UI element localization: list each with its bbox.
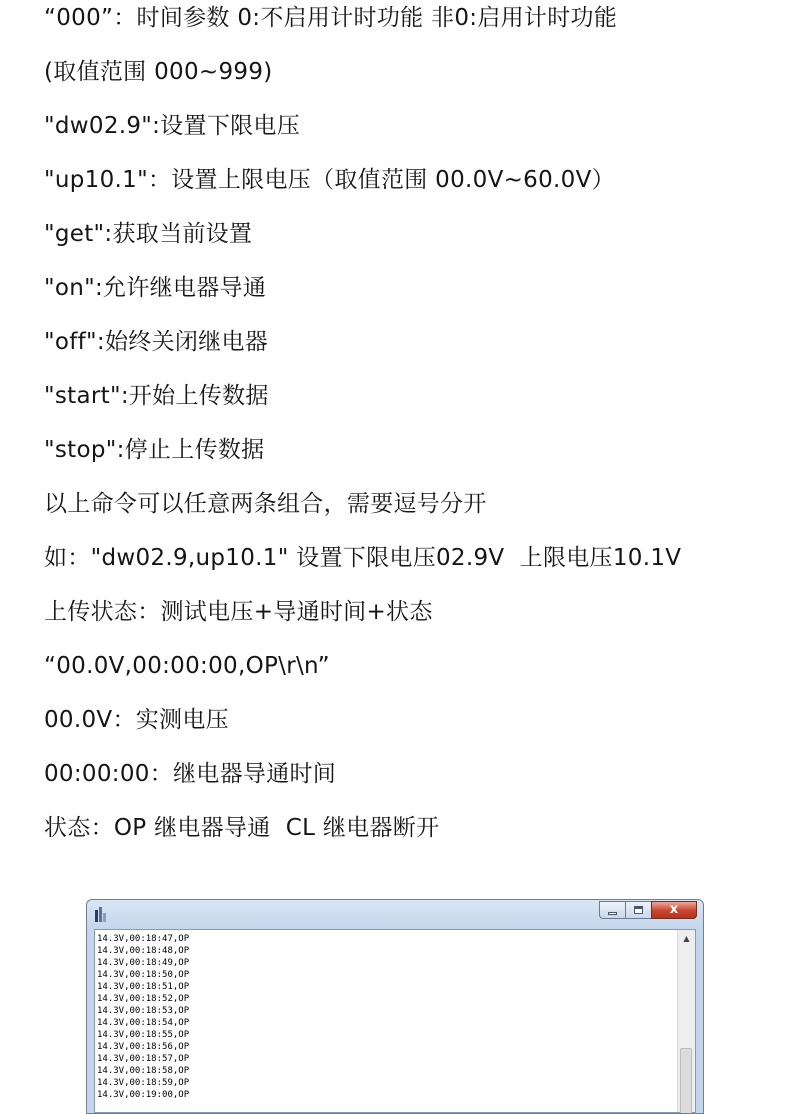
log-text bbox=[97, 933, 189, 1101]
doc-line-combine-example: 如："dw02.9,up10.1" 设置下限电压02.9V 上限电压10.1V bbox=[44, 545, 682, 571]
doc-line-time-range: (取值范围 000~999) bbox=[44, 59, 273, 85]
doc-line-on-time: 00:00:00：继电器导通时间 bbox=[44, 761, 337, 787]
doc-line-on-command: "on":允许继电器导通 bbox=[44, 275, 267, 301]
doc-line-off-command: "off":始终关闭继电器 bbox=[44, 329, 269, 355]
scroll-up-icon[interactable]: ▲ bbox=[683, 934, 690, 943]
doc-line-upload-format: “00.0V,00:00:00,OP\r\n” bbox=[44, 653, 330, 679]
doc-line-up-command: "up10.1"：设置上限电压（取值范围 00.0V~60.0V） bbox=[44, 167, 615, 193]
doc-line-upload-status: 上传状态：测试电压+导通时间+状态 bbox=[44, 599, 433, 625]
window-title-bar[interactable] bbox=[87, 900, 703, 928]
log-output-area[interactable] bbox=[94, 929, 696, 1113]
doc-line-time-parameter: “000”：时间参数 0:不启用计时功能 非0:启用计时功能 bbox=[44, 5, 618, 31]
minimize-button[interactable] bbox=[599, 901, 625, 919]
doc-line-stop-command: "stop":停止上传数据 bbox=[44, 437, 265, 463]
doc-line-combine-note: 以上命令可以任意两条组合，需要逗号分开 bbox=[44, 491, 487, 517]
window-controls bbox=[599, 901, 697, 920]
maximize-icon bbox=[634, 906, 643, 914]
log-line: 14.3V,00:18:58,OP bbox=[97, 1066, 190, 1076]
log-line: 14.3V,00:18:59,OP bbox=[97, 1078, 190, 1088]
scroll-thumb[interactable] bbox=[680, 1048, 692, 1114]
log-line: 14.3V,00:18:52,OP bbox=[97, 994, 190, 1004]
serial-monitor-window bbox=[86, 899, 704, 1114]
log-line: 14.3V,00:18:47,OP bbox=[97, 934, 190, 944]
log-line: 14.3V,00:18:55,OP bbox=[97, 1030, 190, 1040]
log-line: 14.3V,00:18:49,OP bbox=[97, 958, 190, 968]
log-line: 14.3V,00:18:54,OP bbox=[97, 1018, 190, 1028]
log-line: 14.3V,00:18:53,OP bbox=[97, 1006, 190, 1016]
log-line: 14.3V,00:18:57,OP bbox=[97, 1054, 190, 1064]
log-line: 14.3V,00:18:50,OP bbox=[97, 970, 190, 980]
doc-line-get-command: "get":获取当前设置 bbox=[44, 221, 253, 247]
doc-line-measured-voltage: 00.0V：实测电压 bbox=[44, 707, 229, 733]
doc-line-state-codes: 状态：OP 继电器导通 CL 继电器断开 bbox=[44, 815, 440, 841]
doc-line-start-command: "start":开始上传数据 bbox=[44, 383, 269, 409]
log-line: 14.3V,00:18:56,OP bbox=[97, 1042, 190, 1052]
log-line: 14.3V,00:19:00,OP bbox=[97, 1090, 190, 1100]
minimize-icon bbox=[608, 912, 617, 915]
log-line: 14.3V,00:18:51,OP bbox=[97, 982, 190, 992]
log-line: 14.3V,00:18:48,OP bbox=[97, 946, 190, 956]
close-icon: x bbox=[669, 902, 679, 917]
bar-chart-app-icon[interactable] bbox=[95, 907, 109, 922]
doc-line-dw-command: "dw02.9":设置下限电压 bbox=[44, 113, 301, 139]
maximize-button[interactable] bbox=[625, 901, 651, 919]
vertical-scrollbar[interactable] bbox=[677, 930, 695, 1112]
close-button[interactable] bbox=[651, 901, 697, 919]
